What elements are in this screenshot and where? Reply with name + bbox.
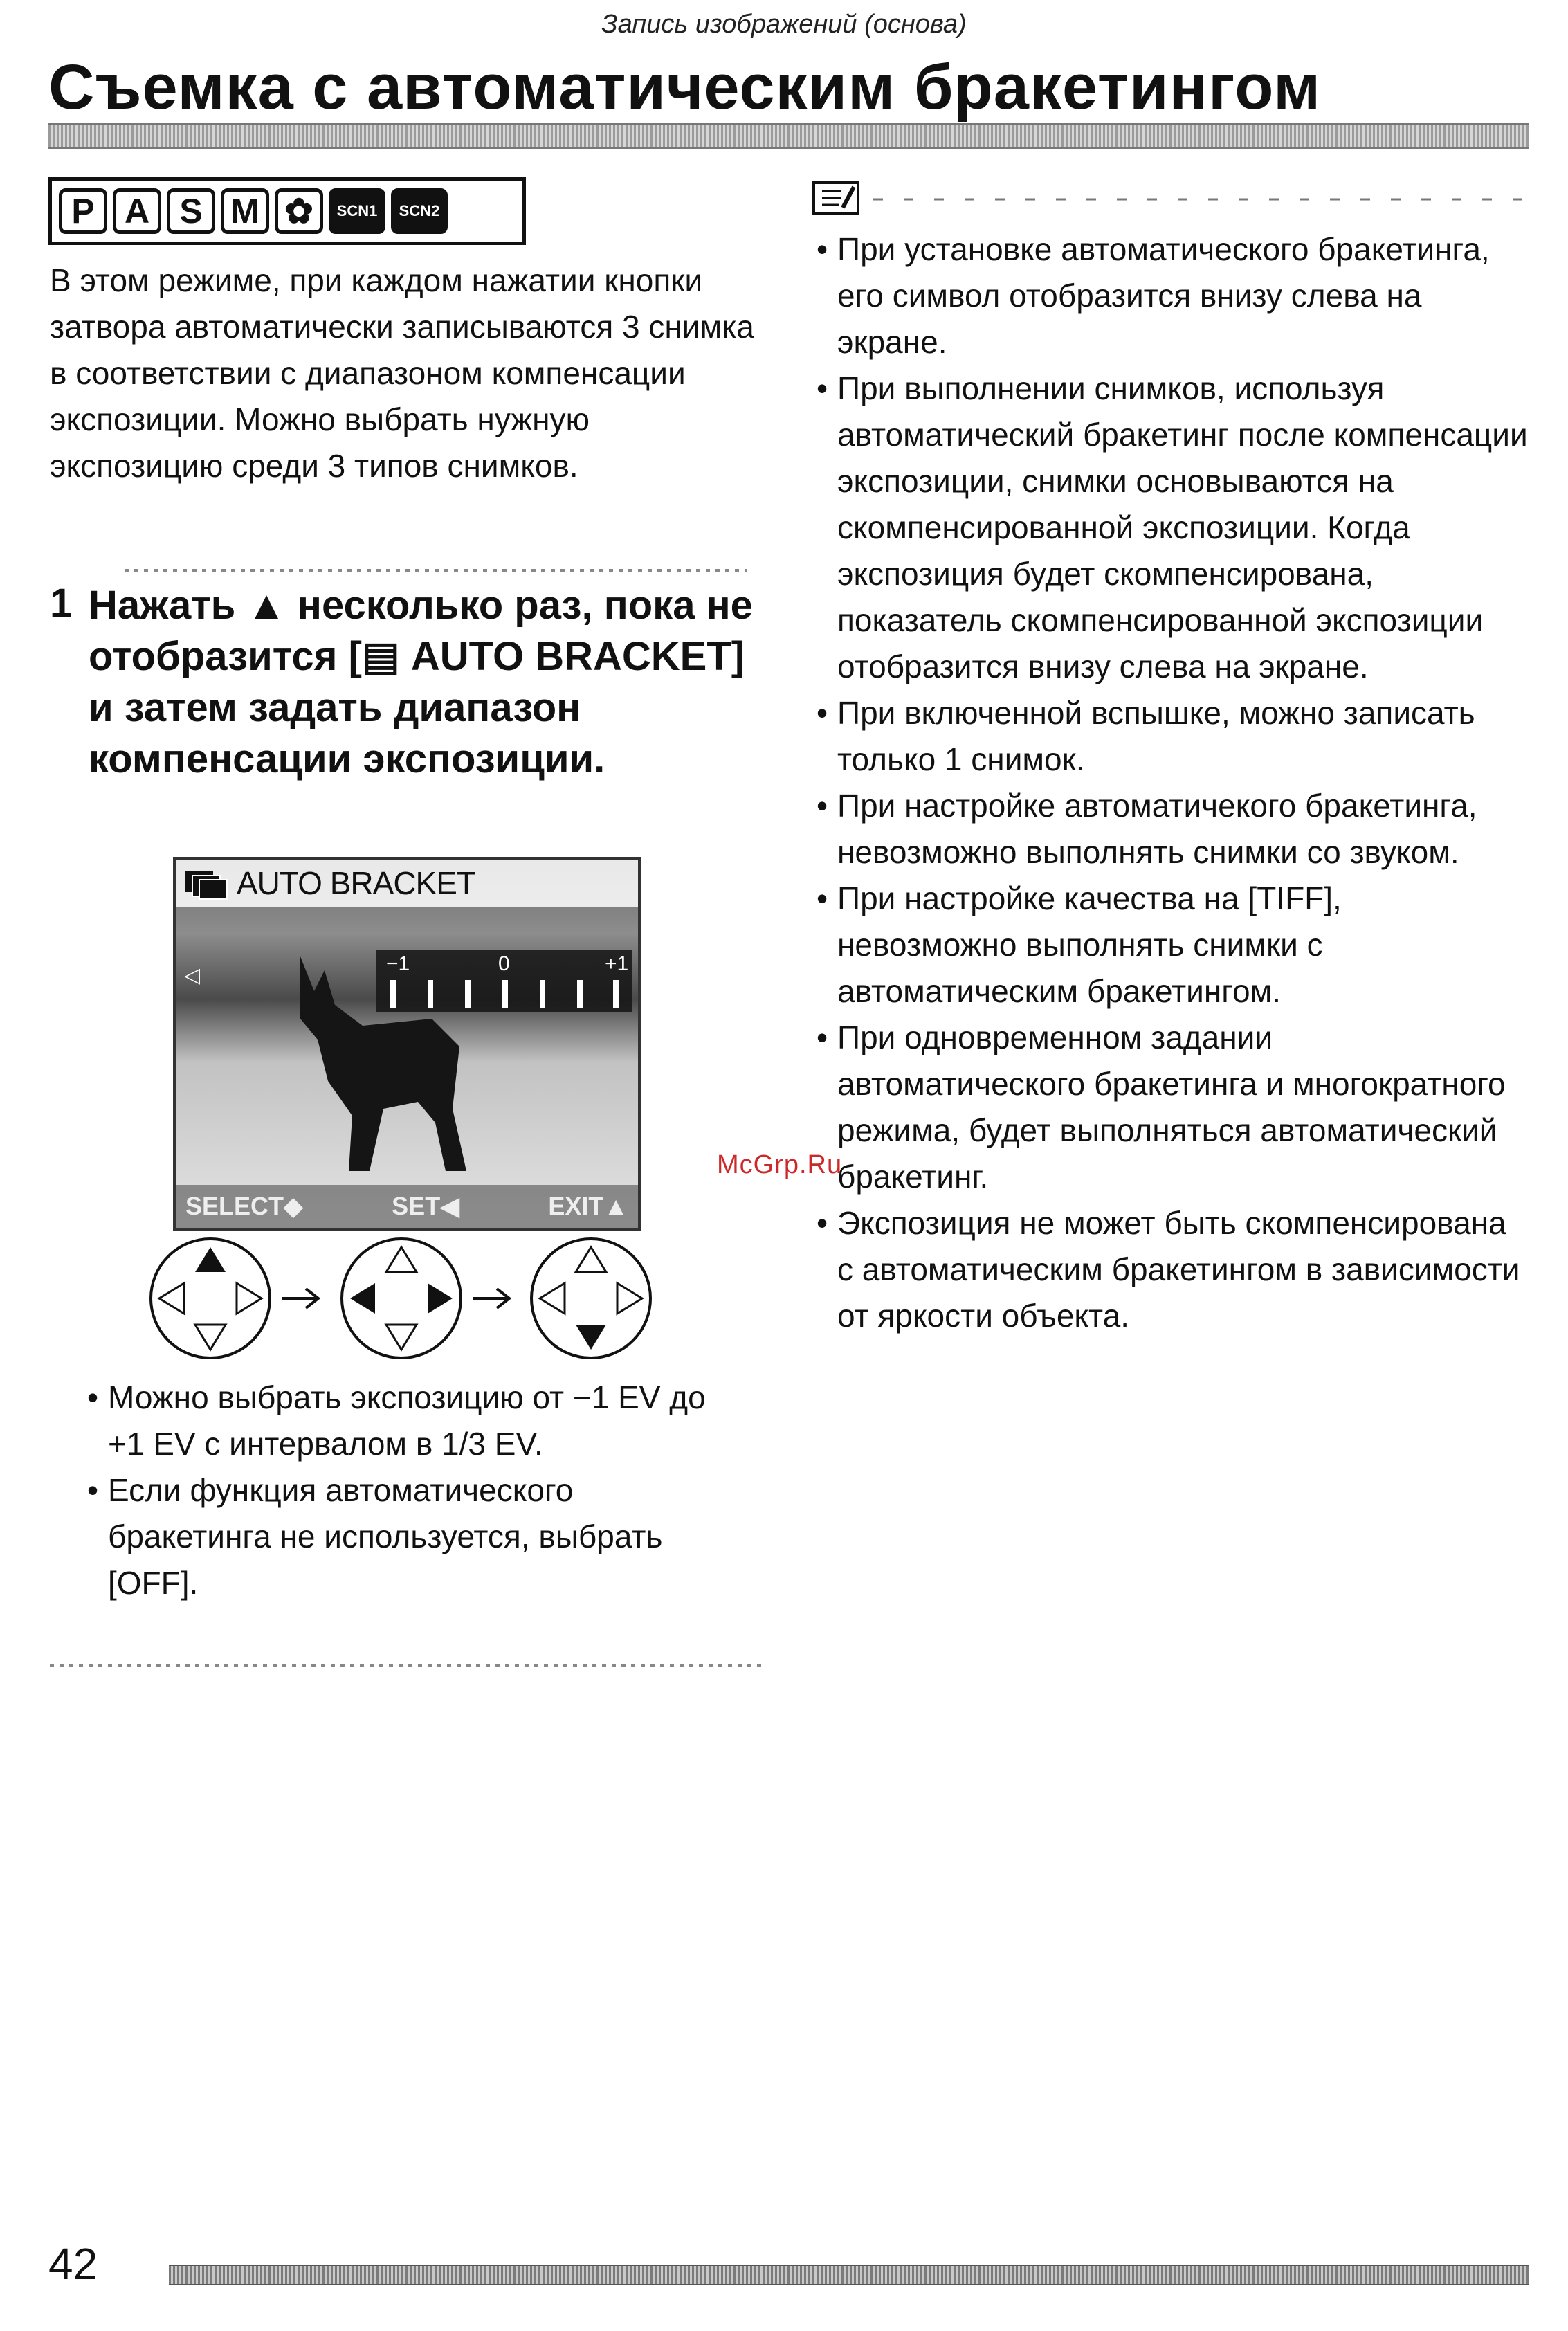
scale-zero: 0 [498, 952, 510, 975]
mode-p-icon: P [59, 188, 107, 234]
scale-tick [540, 980, 545, 1008]
auto-bracket-icon [184, 866, 230, 900]
watermark-text: McGrp.Ru [717, 1150, 843, 1179]
note-header [811, 179, 1524, 220]
scale-plus: +1 [605, 952, 629, 975]
arrow-right-icon [282, 1289, 318, 1308]
mode-scn1-icon: SCN1 [329, 188, 385, 234]
auto-bracket-label: AUTO BRACKET [237, 865, 475, 901]
left-notes [87, 1375, 710, 1606]
scale-minus: −1 [386, 952, 410, 975]
list-item: • При включенной вспышке, можно записать только 1 снимок. [817, 690, 1529, 783]
dotted-divider [125, 569, 747, 572]
list-item: • Можно выбрать экспозицию от −1 EV до +1 EV с интервалом в 1/3 EV. [87, 1375, 710, 1467]
list-item: • Экспозиция не может быть скомпенсирована с автоматическим бракетингом в зависимости от яркости объекта. [817, 1200, 1529, 1339]
note-icon [814, 183, 858, 213]
mode-s-icon: S [167, 188, 215, 234]
exit-hint: EXIT▲ [548, 1192, 628, 1220]
footer-divider [169, 2265, 1529, 2285]
mode-icons [48, 177, 526, 245]
list-item: • Если функция автоматического бракетинга не используется, выбрать [OFF]. [87, 1467, 710, 1606]
scale-tick [428, 980, 433, 1008]
scale-tick [577, 980, 583, 1008]
intro-text: В этом режиме, при каждом нажатии кнопки затвора автоматически записываются 3 снимка в соответствии с диапазоном компенсации экспозиции. Можно выбрать нужную экспозицию среди 3 типов снимков. [50, 262, 754, 484]
step-number: 1 [50, 581, 73, 626]
screen-footer [176, 1185, 638, 1228]
scale-tick [465, 980, 471, 1008]
pad-up-pressed [151, 1239, 270, 1358]
list-item: • При одновременном задании автоматического бракетинга и многократного режима, будет выполняться автоматический бракетинг. [817, 1015, 1529, 1200]
mode-m-icon: M [221, 188, 269, 234]
title-divider [48, 123, 1529, 149]
mode-a-icon: A [113, 188, 161, 234]
mode-scn2-icon: SCN2 [391, 188, 448, 234]
scale-tick [390, 980, 396, 1008]
select-hint: SELECT◆ [185, 1192, 303, 1220]
scale-tick [502, 980, 508, 1008]
screen-header [176, 860, 638, 907]
dotted-divider [50, 1664, 763, 1667]
list-item: • При выполнении снимков, используя автоматический бракетинг после компенсации экспозиции, снимки основываются на скомпенсированной экспозиции. Когда экспозиция будет скомпенсирована, показатель скомпенсированной экспозиции отобразится внизу слева на экране. [817, 365, 1529, 690]
pad-down-pressed [531, 1239, 650, 1358]
arrow-right-icon [473, 1289, 509, 1308]
page-number: 42 [48, 2239, 98, 2289]
page-title: Съемка с автоматическим бракетингом [48, 52, 1322, 123]
mode-macro-icon: ✿ [275, 188, 323, 234]
navigation-pads [148, 1236, 664, 1361]
pad-left-right-pressed [342, 1239, 461, 1358]
list-item: • При установке автоматического бракетинга, его символ отобразится внизу слева на экране. [817, 226, 1529, 365]
list-item: • При настройке автоматичекого бракетинга, невозможно выполнять снимки со звуком. [817, 783, 1529, 876]
camera-screen [173, 857, 641, 1231]
set-hint: SET◀ [392, 1192, 459, 1220]
scale-tick [613, 980, 619, 1008]
left-arrow-icon: ◁ [184, 964, 201, 987]
step-instruction: Нажать ▲ несколько раз, пока не отобразится [▤ AUTO BRACKET] и затем задать диапазон компенсации экспозиции. [89, 583, 753, 781]
exposure-scale [376, 950, 632, 1012]
section-subtitle: Запись изображений (основа) [601, 10, 967, 39]
list-item: • При настройке качества на [TIFF], невозможно выполнять снимки с автоматическим бракетингом. [817, 876, 1529, 1015]
right-notes [817, 226, 1529, 1339]
